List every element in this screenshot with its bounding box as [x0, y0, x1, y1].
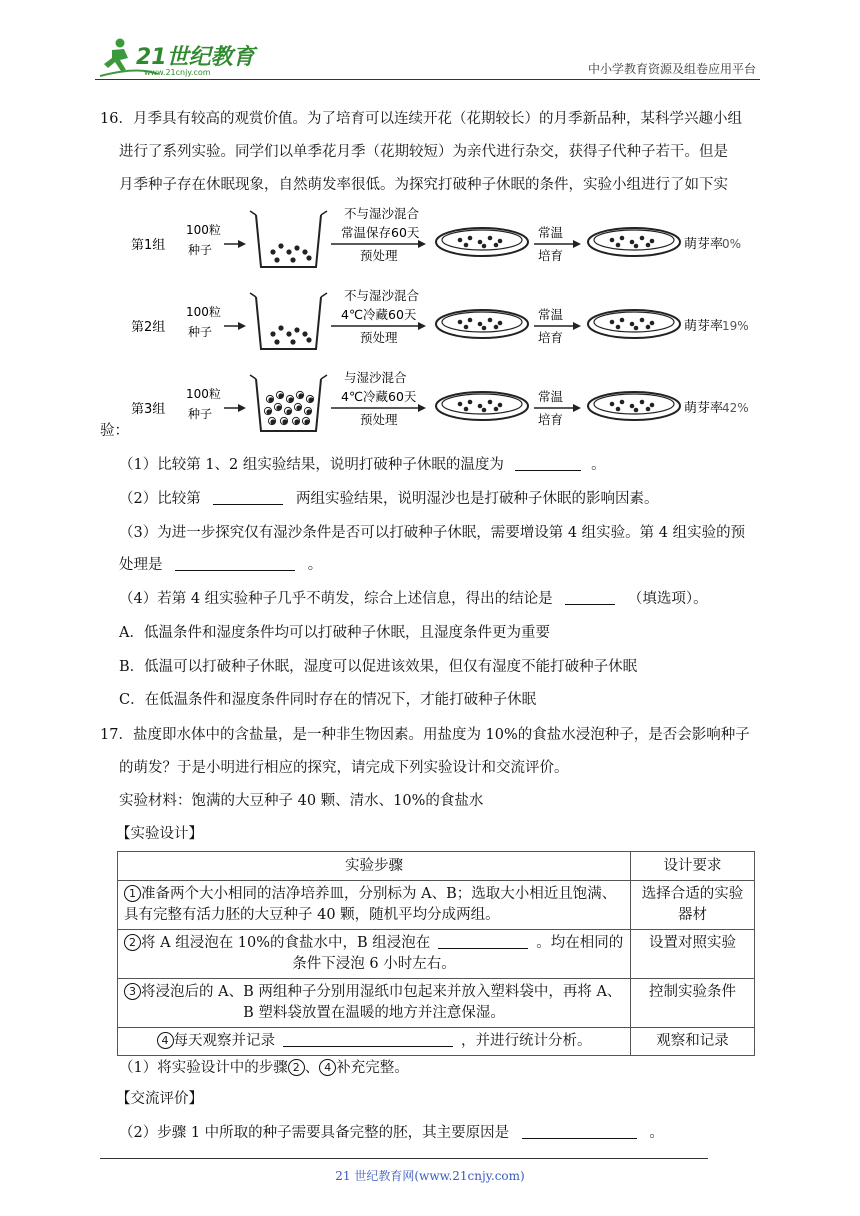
q16-sub1	[119, 455, 606, 475]
seed-dot	[634, 408, 639, 413]
seed-dot	[620, 400, 625, 405]
design-title: 【实验设计】	[116, 826, 203, 842]
seed-dot	[458, 238, 463, 243]
seed-dot	[278, 243, 283, 248]
req-2-cell: 设置对照实验	[631, 930, 755, 979]
pretreat-cond-1: 与湿沙混合	[344, 370, 407, 385]
seed-dot	[616, 325, 621, 330]
pretreat-cond-2: 4℃冷藏60天	[341, 307, 417, 322]
footer-divider	[100, 1158, 708, 1159]
seed-dot	[616, 243, 621, 248]
step-number-2: 2	[124, 934, 141, 951]
seed-dot	[630, 404, 635, 409]
seed-dot	[482, 326, 487, 331]
culture-label-1: 常温	[538, 307, 564, 322]
beaker-lip	[250, 375, 327, 379]
q16-sub3-line2	[119, 555, 322, 575]
req-1-line2: 器材	[678, 907, 707, 923]
seed-dot	[640, 318, 645, 323]
step-3-cell	[118, 979, 631, 1028]
q16-sub3-end: 。	[307, 557, 323, 573]
seed-dot	[286, 249, 291, 254]
q16-line3: 月季种子存在休眠现象，自然萌发率很低。为探究打破种子休眠的条件，实验小组进行了如下实	[119, 177, 728, 193]
seed-dot	[270, 331, 275, 336]
q16-sub4-text: （4）若第 4 组实验种子几乎不萌发，综合上述信息，得出的结论是	[119, 591, 553, 607]
seed-dot	[646, 325, 651, 330]
culture-label-1: 常温	[538, 225, 564, 240]
culture-label-2: 培育	[538, 412, 564, 427]
seed-dot	[302, 331, 307, 336]
answer-blank-3[interactable]	[175, 556, 295, 571]
q17-sub2-end: 。	[649, 1125, 664, 1141]
seed-dot	[276, 405, 281, 410]
logo-text: 21世纪教育	[136, 45, 255, 70]
seed-dot	[306, 337, 311, 342]
step-ref-2: 2	[288, 1059, 305, 1076]
step-1-cell	[118, 881, 631, 930]
beaker	[256, 379, 321, 431]
seed-dot	[488, 318, 493, 323]
step-number-3: 3	[124, 983, 141, 1000]
step-4-cell	[118, 1028, 631, 1056]
experiment-figure	[126, 200, 756, 444]
q16-sub4-end: （填选项）。	[627, 591, 708, 607]
seed-dot	[306, 409, 311, 414]
q17-materials: 实验材料：饱满的大豆种子 40 颗、清水、10%的食盐水	[119, 793, 484, 809]
seed-dot	[306, 255, 311, 260]
seed-dot	[270, 249, 275, 254]
step-number-1: 1	[124, 885, 141, 902]
logo-url: www.21cnjy.com	[144, 68, 211, 77]
q17-sub2-text: （2）步骤 1 中所取的种子需要具备完整的胚，其主要原因是	[119, 1125, 510, 1141]
beaker-lip	[250, 293, 327, 297]
option-b: B．低温可以打破种子休眠，湿度可以促进该效果，但仅有湿度不能打破种子休眠	[119, 659, 638, 675]
seed-dot	[464, 325, 469, 330]
site-logo	[98, 36, 268, 78]
q17-sub1-end: 补充完整。	[336, 1060, 409, 1076]
q16-sub4	[119, 589, 708, 609]
seed-dot	[610, 238, 615, 243]
seed-dot	[468, 400, 473, 405]
seed-dot	[468, 318, 473, 323]
header-requirement: 设计要求	[631, 852, 755, 881]
pretreat-cond-2: 4℃冷藏60天	[341, 389, 417, 404]
header-step: 实验步骤	[118, 852, 631, 881]
table-row	[118, 1028, 755, 1056]
platform-name: 中小学教育资源及组卷应用平台	[587, 62, 756, 76]
culture-label-2: 培育	[538, 330, 564, 345]
seed-dot	[482, 408, 487, 413]
seed-dot	[274, 257, 279, 262]
pretreat-label: 预处理	[360, 248, 398, 263]
q16-sub2-text: （2）比较第	[119, 491, 201, 507]
rate-label: 萌芽率	[684, 319, 724, 334]
table-row	[118, 881, 755, 930]
seed-dot	[640, 236, 645, 241]
seed-dot	[650, 403, 655, 408]
q16-sub1-text: （1）比较第 1、2 组实验结果，说明打破种子休眠的温度为	[119, 457, 504, 473]
seed-dot	[294, 327, 299, 332]
seed-dot	[298, 393, 303, 398]
table-row	[118, 979, 755, 1028]
answer-blank-1[interactable]	[515, 456, 581, 471]
seed-label: 种子	[188, 243, 213, 257]
seed-dot	[278, 325, 283, 330]
eval-title: 【交流评价】	[116, 1091, 203, 1107]
seed-dot	[290, 257, 295, 262]
seed-dot	[468, 236, 473, 241]
seed-dot	[488, 400, 493, 405]
req-3-cell: 控制实验条件	[631, 979, 755, 1028]
culture-label-2: 培育	[538, 248, 564, 263]
step-4-end: ，并进行统计分析。	[461, 1033, 592, 1049]
pretreat-label: 预处理	[360, 412, 398, 427]
rate-value: 19%	[722, 319, 749, 333]
step-2-cell	[118, 930, 631, 979]
seed-dot	[650, 239, 655, 244]
seed-label: 种子	[188, 407, 213, 421]
answer-blank-7[interactable]	[522, 1124, 637, 1139]
seed-dot	[478, 322, 483, 327]
step-ref-4: 4	[319, 1059, 336, 1076]
seed-dot	[458, 402, 463, 407]
seed-dot	[282, 419, 287, 424]
seed-dot	[620, 318, 625, 323]
option-a: A．低温条件和湿度条件均可以打破种子休眠，且湿度条件更为重要	[119, 625, 550, 641]
seed-dot	[274, 339, 279, 344]
step-2-text: 将 A 组浸泡在 10%的食盐水中，B 组浸泡在	[141, 935, 431, 951]
seed-dot	[304, 419, 309, 424]
experiment-table	[117, 851, 755, 1056]
seed-dot	[464, 407, 469, 412]
q16-sub1-end: 。	[591, 457, 606, 473]
q17-line1: 17．盐度即水体中的含盐量，是一种非生物因素。用盐度为 10%的食盐水浸泡种子，是否会影响种子	[100, 727, 750, 743]
seed-dot	[494, 243, 499, 248]
req-1-cell	[631, 881, 755, 930]
seed-dot	[616, 407, 621, 412]
seed-dot	[286, 331, 291, 336]
q16-line2: 进行了系列实验。同学们以单季花月季（花期较短）为亲代进行杂交，获得子代种子若干。但是	[119, 144, 728, 160]
seed-dot	[294, 245, 299, 250]
arrow-head	[573, 322, 581, 330]
seed-dot	[464, 243, 469, 248]
seed-dot	[646, 243, 651, 248]
seed-dot	[494, 325, 499, 330]
table-row	[118, 930, 755, 979]
q17-sub1	[119, 1058, 409, 1078]
footer-text: 21 世纪教育网(www.21cnjy.com)	[335, 1169, 525, 1183]
answer-blank-6[interactable]	[283, 1032, 453, 1047]
q17-sub1-sep: 、	[304, 1060, 320, 1076]
seed-dot	[630, 322, 635, 327]
arrow-head	[418, 322, 426, 330]
seed-dot	[494, 407, 499, 412]
seed-dot	[620, 236, 625, 241]
seed-dot	[498, 321, 503, 326]
seed-label: 种子	[188, 325, 213, 339]
header-divider	[95, 79, 760, 80]
seed-dot	[650, 321, 655, 326]
group-label: 第1组	[131, 238, 166, 253]
arrow-head	[418, 404, 426, 412]
table-header-row	[118, 852, 755, 881]
step-1-line2: 具有完整有活力胚的大豆种子 40 颗，随机平均分成两组。	[124, 907, 500, 923]
answer-blank-5[interactable]	[438, 934, 528, 949]
seed-dot	[294, 419, 299, 424]
seed-dot	[482, 244, 487, 249]
step-3-line1: 将浸泡后的 A、B 两组种子分别用湿纸巾包起来并放入塑料袋中，再将 A、	[141, 984, 622, 1000]
arrow-head	[238, 240, 246, 248]
pretreat-label: 预处理	[360, 330, 398, 345]
beaker-lip	[250, 211, 327, 215]
seed-dot	[498, 239, 503, 244]
seed-dot	[630, 240, 635, 245]
seed-dot	[634, 326, 639, 331]
seed-dot	[478, 404, 483, 409]
pretreat-cond-2: 常温保存60天	[341, 225, 420, 240]
group-label: 第2组	[131, 320, 166, 335]
seed-dot	[488, 236, 493, 241]
q16-line1: 16．月季具有较高的观赏价值。为了培育可以连续开花（花期较长）的月季新品种，某科学兴趣小组	[100, 111, 742, 127]
seed-dot	[288, 397, 293, 402]
pretreat-cond-1: 不与湿沙混合	[344, 206, 420, 221]
q17-sub2	[119, 1123, 664, 1143]
seed-dot	[278, 393, 283, 398]
seed-dot	[308, 397, 313, 402]
seed-dot	[296, 405, 301, 410]
seed-dot	[634, 244, 639, 249]
seed-dot	[478, 240, 483, 245]
step-4-text: 每天观察并记录	[173, 1033, 275, 1049]
seed-count-label: 100粒	[186, 223, 221, 237]
q16-sub3-text: 处理是	[119, 557, 163, 573]
seed-count-label: 100粒	[186, 387, 221, 401]
seed-dot	[266, 409, 271, 414]
arrow-head	[238, 322, 246, 330]
seed-dot	[498, 403, 503, 408]
seed-dot	[458, 320, 463, 325]
seed-dot	[610, 402, 615, 407]
seed-dot	[640, 400, 645, 405]
answer-blank-4[interactable]	[565, 590, 615, 605]
seed-dot	[610, 320, 615, 325]
q17-line2: 的萌发？于是小明进行相应的探究，请完成下列实验设计和交流评价。	[119, 760, 569, 776]
seed-dot	[646, 407, 651, 412]
req-4-cell: 观察和记录	[631, 1028, 755, 1056]
step-number-4: 4	[157, 1032, 174, 1049]
q16-sub2-end: 两组实验结果，说明湿沙也是打破种子休眠的影响因素。	[295, 491, 659, 507]
q16-sub3-line1: （3）为进一步探究仅有湿沙条件是否可以打破种子休眠，需要增设第 4 组实验。第 4 组实验的预	[119, 525, 746, 541]
seed-count-label: 100粒	[186, 305, 221, 319]
culture-label-1: 常温	[538, 389, 564, 404]
step-3-line2: B 塑料袋放置在温暖的地方并注意保湿。	[243, 1005, 505, 1021]
rate-value: 42%	[722, 401, 749, 415]
rate-label: 萌芽率	[684, 237, 724, 252]
seed-dot	[270, 419, 275, 424]
seed-dot	[268, 397, 273, 402]
step-2-line2: 条件下浸泡 6 小时左右。	[292, 956, 456, 972]
step-1-line1: 准备两个大小相同的洁净培养皿，分别标为 A、B；选取大小相近且饱满、	[141, 886, 617, 902]
seed-dot	[302, 249, 307, 254]
option-c: C．在低温条件和湿度条件同时存在的情况下，才能打破种子休眠	[119, 692, 537, 708]
req-1-line1: 选择合适的实验	[641, 886, 744, 902]
q16-line4: 验：	[100, 423, 129, 439]
pretreat-cond-1: 不与湿沙混合	[344, 288, 420, 303]
q16-sub2	[119, 489, 658, 509]
q17-sub1-text: （1）将实验设计中的步骤	[119, 1060, 288, 1076]
arrow-head	[238, 404, 246, 412]
step-2-end: 。均在相同的	[536, 935, 624, 951]
rate-label: 萌芽率	[684, 401, 724, 416]
answer-blank-2[interactable]	[213, 490, 283, 505]
seed-dot	[286, 409, 291, 414]
arrow-head	[573, 240, 581, 248]
arrow-head	[573, 404, 581, 412]
group-label: 第3组	[131, 402, 166, 417]
arrow-head	[418, 240, 426, 248]
rate-value: 0%	[722, 237, 742, 251]
seed-dot	[290, 339, 295, 344]
